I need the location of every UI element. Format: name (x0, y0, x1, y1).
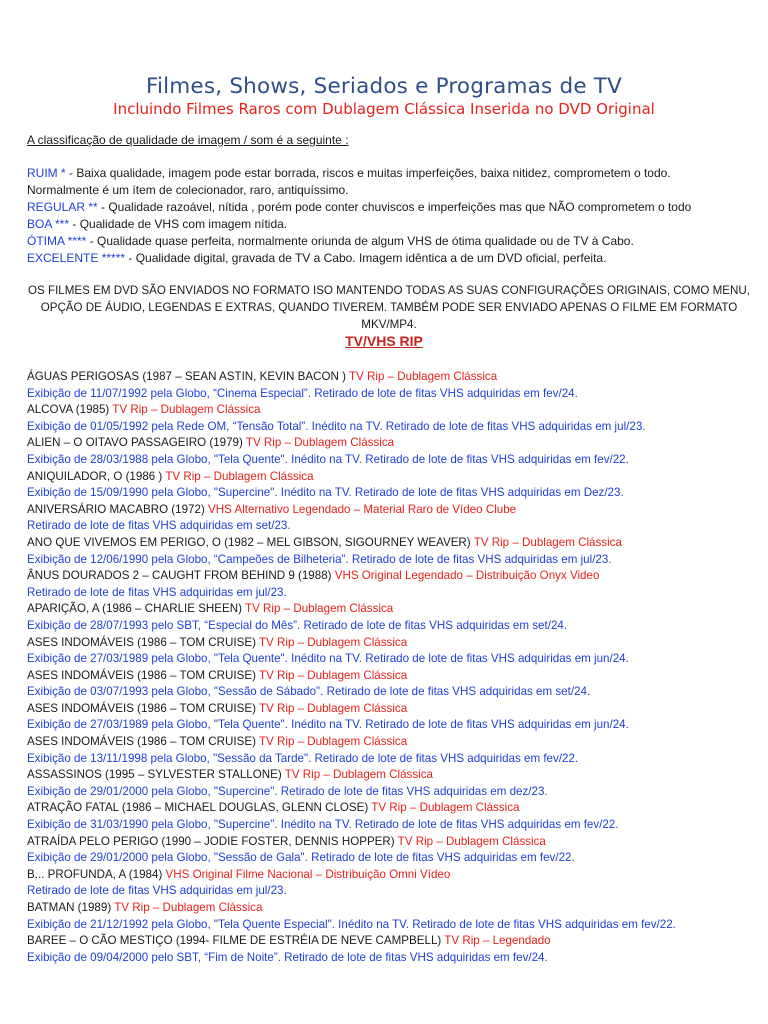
entry-format-tag: TV Rip – Legendado (444, 934, 551, 948)
entry-title: ÁGUAS PERIGOSAS (1987 – SEAN ASTIN, KEVIN BACON ) (27, 370, 349, 383)
notice-line: OS FILMES EM DVD SÃO ENVIADOS NO FORMATO ISO MANTENDO TODAS AS SUAS CONFIGURAÇÕES ORIGINAIS, COMO MENU, (28, 284, 750, 297)
list-item (27, 668, 757, 685)
entry-note: Retirado de lote de fitas VHS adquiridas em jul/23. (27, 884, 287, 898)
list-item (27, 635, 757, 652)
entry-title: ATRAÍDA PELO PERIGO (1990 – JODIE FOSTER, DENNIS HOPPER) (27, 834, 398, 848)
entry-note: Exibição de 11/07/1992 pela Globo, “Cinema Especial”. Retirado de lote de fitas VHS adquiridas em fev/24. (27, 386, 578, 400)
entry-title: ATRAÇÃO FATAL (1986 – MICHAEL DOUGLAS, GLENN CLOSE) (27, 801, 372, 815)
rating-key: RUIM * (27, 166, 66, 180)
list-item (27, 701, 757, 718)
rating-excelente (27, 250, 747, 267)
entry-title: ASES INDOMÁVEIS (1986 – TOM CRUISE) (27, 701, 259, 715)
format-notice (24, 282, 754, 333)
entry-title: APARIÇÃO, A (1986 – CHARLIE SHEEN) (27, 602, 246, 616)
rating-regular (27, 199, 747, 216)
entry-note: Exibição de 03/07/1993 pela Globo, "Sessão de Sábado". Retirado de lote de fitas VHS adquiridas em set/24. (27, 685, 591, 699)
rating-ruim (27, 165, 747, 182)
entry-note: Exibição de 27/03/1989 pela Globo, "Tela Quente". Inédito na TV. Retirado de lote de fitas VHS adquiridas em jun/24. (27, 718, 629, 732)
entry-title: ANIVERSÁRIO MACABRO (1972) (27, 502, 209, 516)
quality-legend (27, 165, 747, 267)
entry-format-tag: TV Rip – Dublagem Clássica (348, 370, 498, 383)
list-item (27, 800, 757, 817)
entry-title: B... PROFUNDA, A (1984) (27, 867, 166, 881)
entry-note: Exibição de 27/03/1989 pela Globo, "Tela Quente". Inédito na TV. Retirado de lote de fitas VHS adquiridas em jun/24. (27, 652, 629, 666)
list-item (27, 402, 757, 419)
entry-title: ASES INDOMÁVEIS (1986 – TOM CRUISE) (27, 668, 259, 682)
list-item (27, 502, 757, 519)
rating-key: EXCELENTE ***** (27, 251, 126, 265)
rating-desc: - Baixa qualidade, imagem pode estar borrada, riscos e muitas imperfeições, baixa nitidez, comprometem o todo. (65, 166, 671, 180)
list-item (27, 867, 757, 884)
list-item (27, 601, 757, 618)
list-item (27, 535, 757, 552)
entry-note: Exibição de 15/09/1990 pela Globo, "Supercine". Inédito na TV. Retirado de lote de fitas VHS adquiridas em Dez/23. (27, 486, 624, 500)
list-item (27, 767, 757, 784)
entry-format-tag: TV Rip – Dublagem Clássica (245, 602, 394, 616)
entry-format-tag: TV Rip – Dublagem Clássica (258, 735, 408, 749)
rating-key: REGULAR ** (27, 200, 98, 214)
entry-format-tag: VHS Original Filme Nacional – Distribuição Omni Vídeo (165, 867, 451, 881)
entry-format-tag: TV Rip – Dublagem Clássica (165, 469, 314, 483)
list-item (27, 834, 757, 851)
entry-note: Exibição de 28/03/1988 pela Globo, "Tela Quente". Inédito na TV. Retirado de lote de fitas VHS adquiridas em fev/22. (27, 452, 629, 466)
entry-note: Exibição de 09/04/2000 pelo SBT, “Fim de Noite”. Retirado de lote de fitas VHS adquiridas em fev/24. (27, 950, 548, 964)
entry-format-tag: VHS Original Legendado – Distribuição Onyx Video (334, 569, 600, 583)
entry-title: ANO QUE VIVEMOS EM PERIGO, O (1982 – MEL GIBSON, SIGOURNEY WEAVER) (27, 535, 474, 549)
entry-note: Retirado de lote de fitas VHS adquiridas em jul/23. (27, 585, 287, 599)
entry-note: Exibição de 13/11/1998 pela Globo, "Sessão da Tarde". Retirado de lote de fitas VHS adquiridas em fev/22. (27, 751, 579, 765)
catalog-list (27, 369, 757, 966)
entry-note: Exibição de 29/01/2000 pela Globo, "Supercine". Retirado de lote de fitas VHS adquiridas em dez/23. (27, 784, 548, 798)
entry-format-tag: TV Rip – Dublagem Clássica (258, 668, 408, 682)
entry-note: Exibição de 31/03/1990 pela Globo, "Supercine". Inédito na TV. Retirado de lote de fitas VHS adquiridas em fev/22. (27, 818, 619, 832)
entry-title: ANIQUILADOR, O (1986 ) (27, 469, 166, 483)
entry-format-tag: TV Rip – Dublagem Clássica (397, 834, 546, 848)
list-item (27, 469, 757, 486)
entry-format-tag: TV Rip – Dublagem Clássica (371, 801, 520, 815)
rating-key: BOA *** (27, 217, 70, 231)
list-item (27, 734, 757, 751)
entry-note: Exibição de 01/05/1992 pela Rede OM, “Tensão Total”. Inédito na TV. Retirado de lote de fitas VHS adquiridas em jul/23. (27, 419, 646, 433)
rating-otima (27, 233, 747, 250)
entry-note: Exibição de 28/07/1993 pelo SBT, “Especial do Mês”. Retirado de lote de fitas VHS adquiridas em set/24. (27, 618, 568, 632)
rating-desc: - Qualidade de VHS com imagem nítida. (69, 217, 288, 231)
page-title: Filmes, Shows, Seriados e Programas de TV (145, 74, 623, 99)
entry-title: ALCOVA (1985) (27, 403, 113, 417)
section-title: TV/VHS RIP (345, 333, 423, 349)
entry-format-tag: TV Rip – Dublagem Clássica (473, 535, 622, 549)
list-item (27, 568, 757, 585)
rating-desc: - Qualidade quase perfeita, normalmente oriunda de algum VHS de ótima qualidade ou de TV à Cabo. (86, 234, 634, 248)
entry-format-tag: VHS Alternativo Legendado – Material Raro de Vídeo Clube (208, 502, 517, 516)
rating-ruim-note (27, 182, 747, 199)
entry-title: ALIEN – O OITAVO PASSAGEIRO (1979) (27, 436, 246, 450)
entry-format-tag: TV Rip – Dublagem Clássica (258, 635, 408, 649)
entry-format-tag: TV Rip – Dublagem Clássica (258, 701, 408, 715)
entry-title: ASES INDOMÁVEIS (1986 – TOM CRUISE) (27, 735, 259, 749)
list-item (27, 435, 757, 452)
page-subtitle: Incluindo Filmes Raros com Dublagem Clássica Inserida no DVD Original (113, 100, 655, 118)
entry-title: ASSASSINOS (1995 – SYLVESTER STALLONE) (27, 768, 285, 782)
entry-title: BAREE – O CÃO MESTIÇO (1994- FILME DE ESTRÉIA DE NEVE CAMPBELL) (27, 934, 445, 948)
rating-boa (27, 216, 747, 233)
rating-desc: - Qualidade digital, gravada de TV a Cabo. Imagem idêntica a de um DVD oficial, perfeita. (125, 251, 607, 265)
notice-line: OPÇÃO DE ÁUDIO, LEGENDAS E EXTRAS, QUANDO TIVEREM. TAMBÉM PODE SER ENVIADO APENAS O FILME EM FORMATO MKV/MP4. (40, 301, 738, 331)
entry-title: ÂNUS DOURADOS 2 – CAUGHT FROM BEHIND 9 (1988) (27, 569, 335, 583)
rating-desc: - Qualidade razoável, nítida , porém pode conter chuviscos e imperfeições mas que NÃO comprometem o todo (97, 200, 692, 214)
list-item (27, 933, 757, 950)
rating-key: ÓTIMA **** (27, 234, 87, 248)
rating-desc: Normalmente é um ítem de colecionador, raro, antiquíssimo. (27, 183, 349, 197)
list-item (27, 900, 757, 917)
entry-note: Exibição de 21/12/1992 pela Globo, "Tela Quente Especial". Inédito na TV. Retirado de lote de fitas VHS adquiridas em fev/22. (27, 917, 676, 931)
list-item (27, 369, 757, 386)
classification-heading: A classificação de qualidade de imagem / som é a seguinte : (27, 133, 349, 147)
entry-format-tag: TV Rip – Dublagem Clássica (114, 901, 263, 914)
entry-title: BATMAN (1989) (27, 901, 115, 914)
entry-title: ASES INDOMÁVEIS (1986 – TOM CRUISE) (27, 635, 259, 649)
entry-note: Retirado de lote de fitas VHS adquiridas em set/23. (27, 519, 291, 533)
entry-format-tag: TV Rip – Dublagem Clássica (112, 403, 261, 417)
entry-note: Exibição de 12/06/1990 pela Globo, “Campeões de Bilheteria”. Retirado de lote de fitas VHS adquiridas em jul/23. (27, 552, 612, 566)
entry-format-tag: TV Rip – Dublagem Clássica (245, 436, 395, 450)
entry-format-tag: TV Rip – Dublagem Clássica (284, 768, 433, 782)
entry-note: Exibição de 29/01/2000 pela Globo, "Sessão de Gala". Retirado de lote de fitas VHS adquiridas em fev/22. (27, 851, 575, 865)
